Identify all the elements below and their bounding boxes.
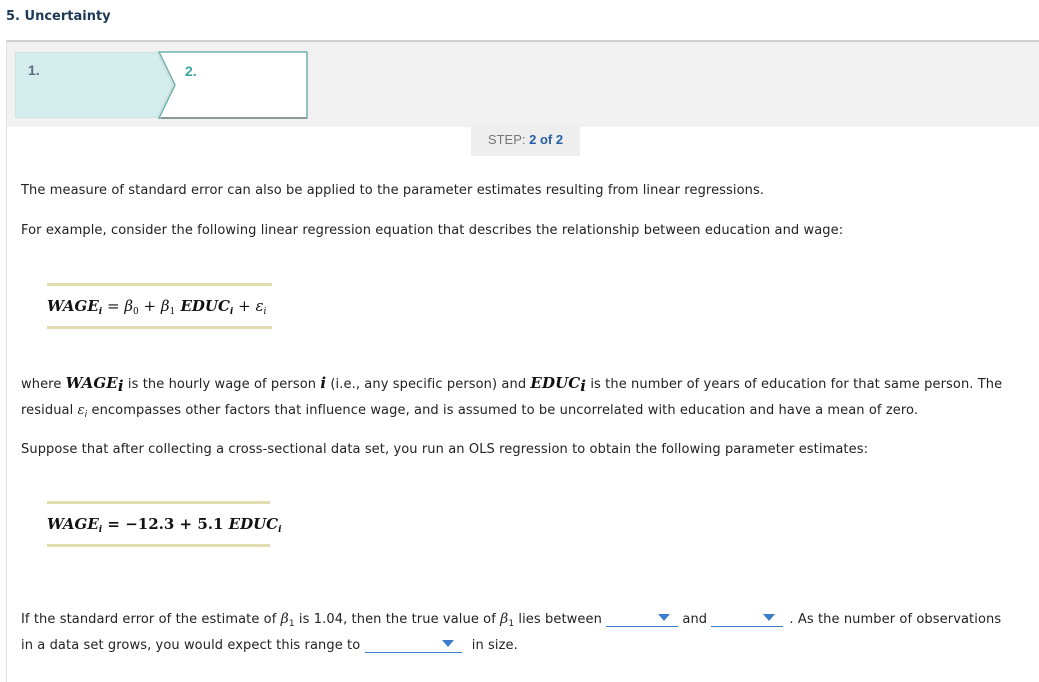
step-indicator-prefix: STEP: xyxy=(487,132,530,147)
step-2-tab[interactable] xyxy=(157,51,309,119)
paragraph-definitions-line1: where $WAGE_i$ is the hourly wage of person i (i.e., any specific person) and $EDUC_i$ is the number of years of education for that same person. The xyxy=(21,374,1003,395)
step-indicator xyxy=(471,126,580,156)
question-line1: If the standard error of the estimate of $\beta_1$ is 1.04, then the true value of $\beta_1$ lies between and . As the number of observations xyxy=(21,608,1001,629)
paragraph-intro: The measure of standard error can also be applied to the parameter estimates resulting from linear regressions. xyxy=(21,183,765,198)
equation-model-text: $WAGE_i = \beta_0 + \beta_1$ $EDUC_i + \varepsilon_i$ xyxy=(47,297,267,317)
step-1-tab[interactable] xyxy=(15,52,175,118)
step-navigation xyxy=(7,42,1039,127)
step-1-label: 1. xyxy=(28,62,40,78)
paragraph-example: For example, consider the following linear regression equation that describes the relationship between education and wage: xyxy=(21,223,844,238)
paragraph-definitions-line2: residual $\varepsilon_i$ encompasses other factors that influence wage, and is assumed to be uncorrelated with education and have a mean of zero. xyxy=(21,403,919,420)
equation-estimates xyxy=(47,501,282,547)
range-change-dropdown[interactable] xyxy=(365,634,462,653)
chevron-down-icon xyxy=(763,614,775,621)
question-line2: in a data set grows, you would expect this range to in size. xyxy=(21,634,518,653)
lower-bound-dropdown[interactable] xyxy=(606,608,678,627)
chevron-down-icon xyxy=(658,614,670,621)
equation-model xyxy=(47,283,272,329)
question-panel xyxy=(6,40,1039,682)
chevron-down-icon xyxy=(442,640,454,647)
equation-estimates-text: $WAGE_i = -12.3 + 5.1$ $EDUC_i$ xyxy=(47,515,282,535)
step-2-label: 2. xyxy=(185,63,197,79)
step-indicator-value: 2 of 2 xyxy=(529,132,564,147)
upper-bound-dropdown[interactable] xyxy=(711,608,783,627)
paragraph-ols: Suppose that after collecting a cross-sectional data set, you run an OLS regression to obtain the following parameter estimates: xyxy=(21,442,869,457)
page-title: 5. Uncertainty xyxy=(6,9,111,24)
